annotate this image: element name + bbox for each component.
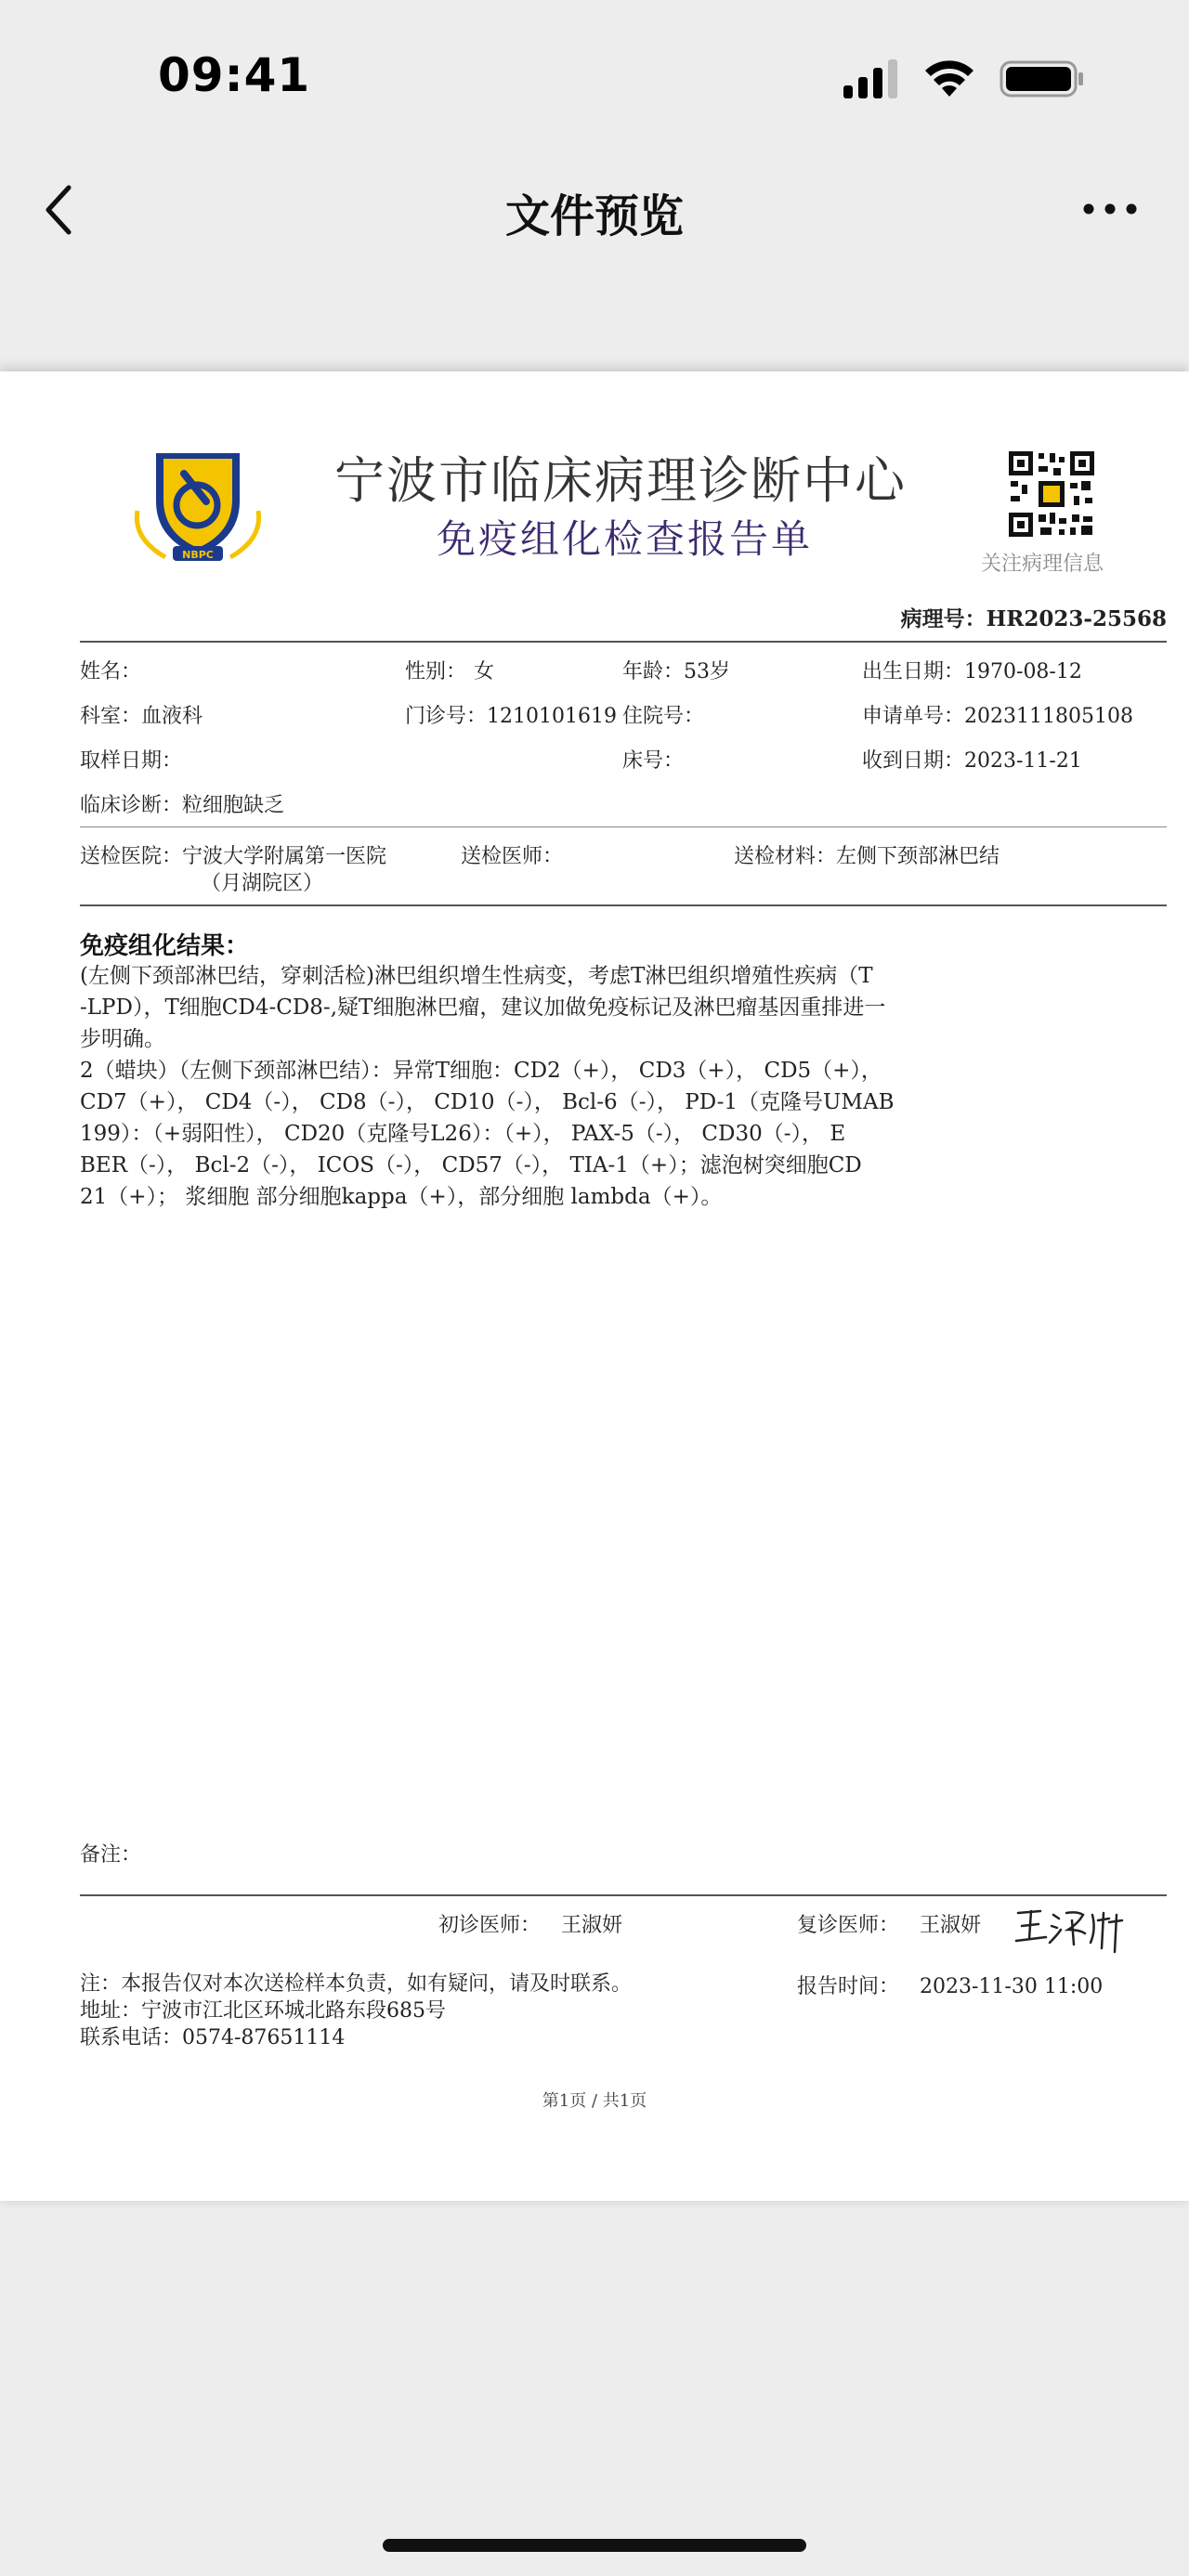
first-doctor-name: 王淑妍 — [561, 1914, 623, 1937]
document-preview[interactable] — [0, 371, 1189, 2201]
inpatient-number-field — [622, 700, 704, 729]
result-line: (左侧下颈部淋巴结，穿刺活检)淋巴组织增生性病变，考虑T淋巴组织增殖性疾病（T — [80, 964, 873, 988]
request-number-label: 申请单号： — [862, 705, 965, 728]
received-date-field — [862, 745, 1082, 774]
status-bar — [0, 0, 1189, 139]
department-field — [80, 700, 203, 729]
cellular-signal-icon — [842, 58, 903, 98]
result-title: 免疫组化结果： — [80, 932, 250, 960]
review-doctor-label: 复诊医师： — [797, 1914, 900, 1937]
clinical-diagnosis-field — [80, 789, 284, 818]
specimen-material-value: 左侧下颈部淋巴结 — [836, 845, 1000, 868]
clinic-number-value: 1210101619 — [487, 705, 617, 728]
divider — [80, 1894, 1167, 1896]
wifi-icon — [921, 56, 977, 98]
hospital-label: 送检医院： — [80, 845, 183, 868]
age-field — [622, 656, 730, 684]
footer-notes — [80, 1971, 632, 2051]
result-line: 2（蜡块）（左侧下颈部淋巴结）：异常T细胞：CD2（+）， CD3（+）， CD5（+）， — [80, 1059, 882, 1083]
bed-number-label: 床号： — [622, 749, 685, 773]
specimen-material-label: 送检材料： — [734, 845, 837, 868]
first-doctor-label: 初诊医师： — [438, 1914, 542, 1937]
logo-text: NBPC — [182, 549, 214, 561]
result-line: BER（-）， Bcl-2（-）， ICOS（-）， CD57（-）， TIA-1（+）；滤泡树突细胞CD — [80, 1153, 862, 1177]
result-line: -LPD），T细胞CD4-CD8-,疑T细胞淋巴瘤，建议加做免疫标记及淋巴瘤基因重排进一 — [80, 995, 886, 1020]
sampling-date-field — [80, 745, 182, 774]
clinic-number-label: 门诊号： — [405, 705, 488, 728]
divider — [80, 904, 1167, 906]
report-time-value: 2023-11-30 11:00 — [920, 1975, 1104, 1998]
birth-date-value: 1970-08-12 — [964, 660, 1082, 683]
status-time: 09:41 — [158, 48, 311, 102]
name-field — [80, 656, 149, 684]
pathology-number-label: 病理号： — [900, 606, 986, 631]
more-options-icon[interactable] — [1078, 195, 1143, 223]
qr-code-icon[interactable] — [1007, 449, 1096, 539]
request-number-field — [862, 700, 1133, 729]
review-doctor-name: 王淑妍 — [920, 1914, 982, 1937]
sex-label: 性别： — [405, 660, 467, 683]
divider — [80, 826, 1167, 827]
remark-label: 备注： — [80, 1843, 142, 1867]
address-note: 地址：宁波市江北区环城北路东段685号 — [80, 1999, 446, 2023]
result-line: 199）：（+弱阳性）， CD20（克隆号L26）：（+）， PAX-5（-）， CD30（-）， E — [80, 1122, 846, 1146]
age-value: 53岁 — [684, 660, 731, 683]
navigation-bar — [0, 167, 1189, 251]
bed-number-field — [622, 745, 684, 774]
department-value: 血液科 — [141, 705, 203, 728]
battery-icon — [1000, 59, 1085, 98]
received-date-label: 收到日期： — [862, 749, 965, 773]
report-time-field — [797, 1971, 1103, 1999]
home-indicator[interactable] — [383, 2539, 806, 2552]
result-line: 21（+）； 浆细胞 部分细胞kappa（+），部分细胞 lambda（+）。 — [80, 1185, 723, 1209]
page-title: 文件预览 — [504, 190, 684, 242]
hospital-value: 宁波大学附属第一医院 — [182, 845, 387, 868]
hospital-field — [80, 840, 386, 869]
hospital-branch: （月湖院区） — [201, 872, 324, 895]
disclaimer-note: 注：本报告仅对本次送检样本负责，如有疑问，请及时联系。 — [80, 1972, 633, 1996]
center-name: 宁波市临床病理诊断中心 — [334, 451, 907, 510]
nbpc-logo — [128, 446, 268, 566]
first-doctor-field — [438, 1909, 622, 1938]
result-line: 步明确。 — [80, 1027, 165, 1051]
pathology-number-value: HR2023-25568 — [986, 606, 1167, 631]
department-label: 科室： — [80, 705, 142, 728]
clinic-number-field — [405, 700, 617, 729]
qr-caption: 关注病理信息 — [981, 553, 1104, 576]
clinical-diagnosis-value: 粒细胞缺乏 — [182, 794, 285, 817]
clinical-diagnosis-label: 临床诊断： — [80, 794, 183, 817]
page-indicator: 第1页 / 共1页 — [542, 2091, 647, 2111]
birth-date-field — [862, 656, 1082, 684]
phone-note: 联系电话：0574-87651114 — [80, 2026, 346, 2049]
sex-field — [405, 656, 494, 684]
pathology-number — [901, 602, 1167, 632]
specimen-material-field — [734, 840, 1000, 869]
name-label: 姓名： — [80, 660, 142, 683]
inpatient-number-label: 住院号： — [622, 705, 705, 728]
received-date-value: 2023-11-21 — [964, 749, 1082, 773]
result-body — [80, 960, 1009, 1213]
birth-date-label: 出生日期： — [862, 660, 965, 683]
report-title: 免疫组化检查报告单 — [437, 516, 814, 562]
handwritten-signature — [1013, 1902, 1133, 1954]
referring-doctor-field — [461, 840, 563, 869]
referring-doctor-label: 送检医师： — [461, 845, 564, 868]
sampling-date-label: 取样日期： — [80, 749, 183, 773]
sex-value: 女 — [474, 660, 495, 683]
report-time-label: 报告时间： — [797, 1975, 900, 1998]
divider — [80, 641, 1167, 643]
result-line: CD7（+）， CD4（-）， CD8（-）， CD10（-）， Bcl-6（-）， PD-1（克隆号UMAB — [80, 1090, 895, 1114]
review-doctor-field — [797, 1909, 981, 1938]
request-number-value: 2023111805108 — [964, 705, 1133, 728]
age-label: 年龄： — [622, 660, 685, 683]
